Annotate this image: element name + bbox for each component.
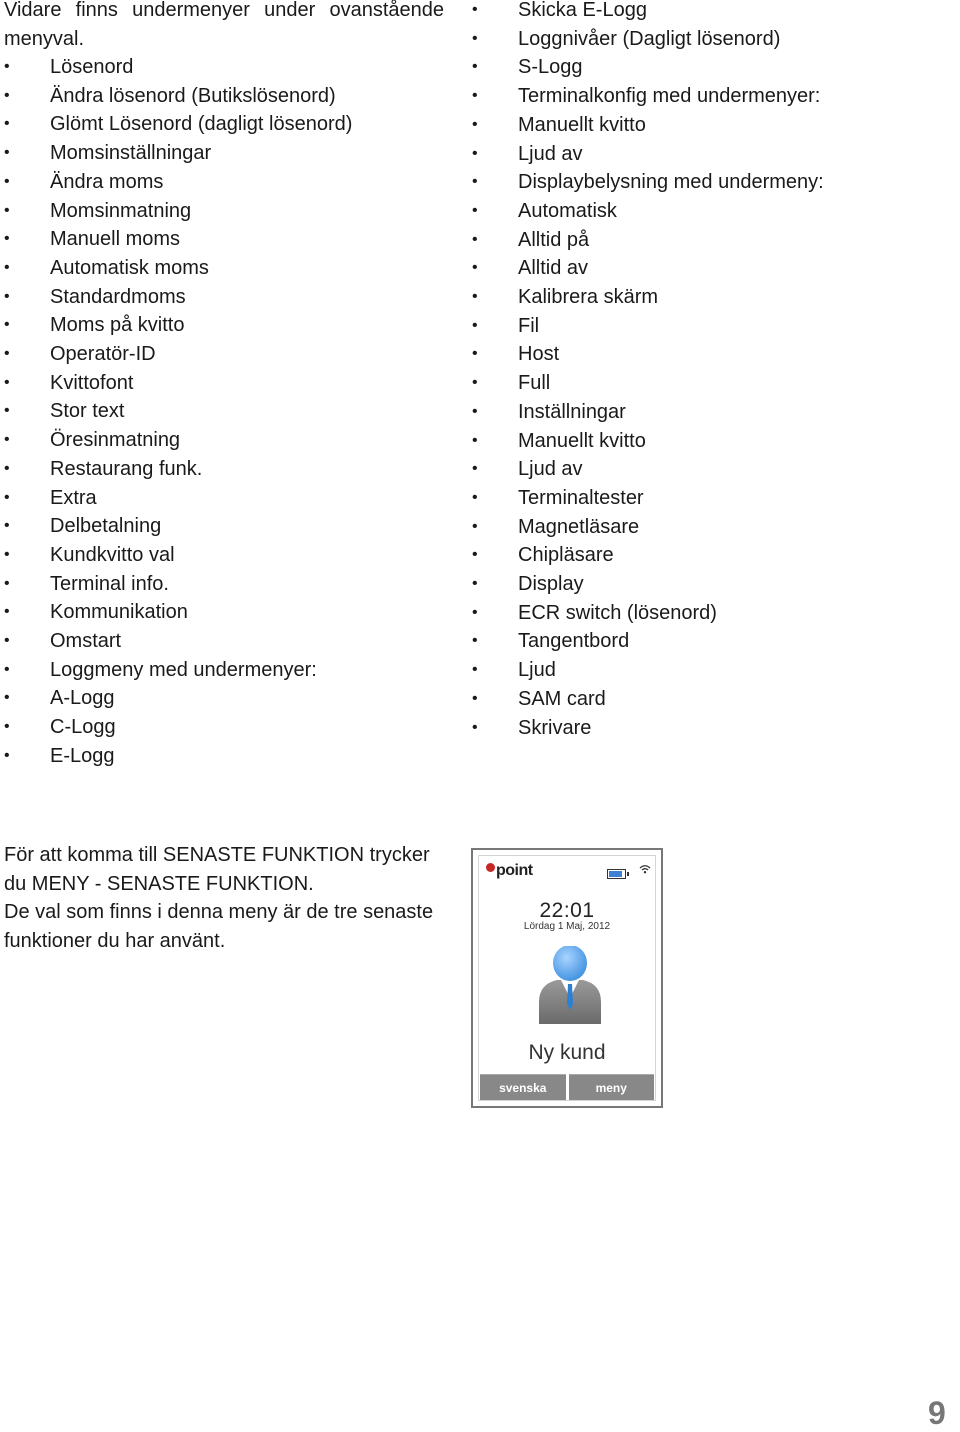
terminal-display	[478, 855, 656, 1101]
right-list-item: • Magnetläsare	[472, 513, 824, 542]
recent-function-paragraph	[4, 841, 454, 956]
right-list-item: • Host	[472, 340, 824, 369]
left-list-item: • C-Logg	[4, 713, 352, 742]
terminal-screen	[471, 848, 663, 1108]
user-avatar-icon	[537, 946, 603, 1024]
left-list-item: • Manuell moms	[4, 225, 352, 254]
battery-level	[609, 871, 622, 877]
right-list-item: • Displaybelysning med undermeny:	[472, 168, 824, 197]
paragraph-line-1: För att komma till SENASTE FUNKTION trycker du MENY - SENASTE FUNKTION.	[4, 844, 430, 895]
right-list-item: • Skrivare	[472, 714, 824, 743]
point-logo	[486, 862, 533, 880]
right-list-item: • Chipläsare	[472, 541, 824, 570]
right-list-item: • Full	[472, 369, 824, 398]
left-list-item: • Kommunikation	[4, 598, 352, 627]
intro-text: Vidare finns undermenyer under ovanstående menyval.	[4, 0, 444, 50]
right-list-item: • Alltid av	[472, 254, 824, 283]
battery-icon	[607, 869, 626, 879]
left-list-item: • Stor text	[4, 397, 352, 426]
right-list-item: • Kalibrera skärm	[472, 283, 824, 312]
left-list-item: • Moms på kvitto	[4, 311, 352, 340]
right-list-item: • Fil	[472, 312, 824, 341]
left-list-item: • Loggmeny med undermenyer:	[4, 656, 352, 685]
softkey-menu[interactable]: meny	[569, 1074, 655, 1100]
right-list-item: • Ljud	[472, 656, 824, 685]
right-list-item: • SAM card	[472, 685, 824, 714]
clock-date: Lördag 1 Maj, 2012	[523, 921, 611, 932]
right-list-item: • S-Logg	[472, 53, 824, 82]
left-list-item: • A-Logg	[4, 684, 352, 713]
left-list-item: • Omstart	[4, 627, 352, 656]
right-list-item: • Skicka E-Logg	[472, 0, 824, 25]
left-list-item: • Operatör-ID	[4, 340, 352, 369]
left-list-item: • Ändra moms	[4, 168, 352, 197]
logo-text: point	[496, 862, 533, 879]
submenu-list-left	[4, 53, 352, 771]
left-list-item: • Momsinmatning	[4, 197, 352, 226]
submenu-list-right	[472, 0, 824, 742]
right-list-item: • Inställningar	[472, 398, 824, 427]
customer-label: Ny kund	[528, 1041, 606, 1064]
left-list-item: • Glömt Lösenord (dagligt lösenord)	[4, 110, 352, 139]
page-number: 9	[928, 1395, 946, 1431]
left-list-item: • Restaurang funk.	[4, 455, 352, 484]
logo-dot-icon	[486, 863, 495, 872]
softkey-language[interactable]: svenska	[480, 1074, 566, 1100]
right-list-item: • Loggnivåer (Dagligt lösenord)	[472, 25, 824, 54]
paragraph-line-2: De val som finns i denna meny är de tre senaste funktioner du har använt.	[4, 901, 434, 953]
right-list-item: • Display	[472, 570, 824, 599]
right-list-item: • Manuellt kvitto	[472, 427, 824, 456]
right-list-item: • Tangentbord	[472, 627, 824, 656]
left-list-item: • Momsinställningar	[4, 139, 352, 168]
left-list-item: • Terminal info.	[4, 570, 352, 599]
left-list-item: • Delbetalning	[4, 512, 352, 541]
left-list-item: • Kvittofont	[4, 369, 352, 398]
right-list-item: • Terminalkonfig med undermenyer:	[472, 82, 824, 111]
left-list-item: • Standardmoms	[4, 283, 352, 312]
softkey-bar	[479, 1074, 655, 1100]
right-list-item: • Terminaltester	[472, 484, 824, 513]
clock-time: 22:01	[539, 899, 595, 922]
left-list-item: • Öresinmatning	[4, 426, 352, 455]
right-list-item: • Ljud av	[472, 140, 824, 169]
right-list-item: • Ljud av	[472, 455, 824, 484]
right-list-item: • Automatisk	[472, 197, 824, 226]
right-list-item: • ECR switch (lösenord)	[472, 599, 824, 628]
right-list-item: • Alltid på	[472, 226, 824, 255]
left-list-item: • Kundkvitto val	[4, 541, 352, 570]
left-list-item: • E-Logg	[4, 742, 352, 771]
right-list-item: • Manuellt kvitto	[472, 111, 824, 140]
left-list-item: • Automatisk moms	[4, 254, 352, 283]
left-list-item: • Lösenord	[4, 53, 352, 82]
left-list-item: • Ändra lösenord (Butikslösenord)	[4, 82, 352, 111]
left-list-item: • Extra	[4, 484, 352, 513]
wifi-icon	[639, 864, 651, 874]
